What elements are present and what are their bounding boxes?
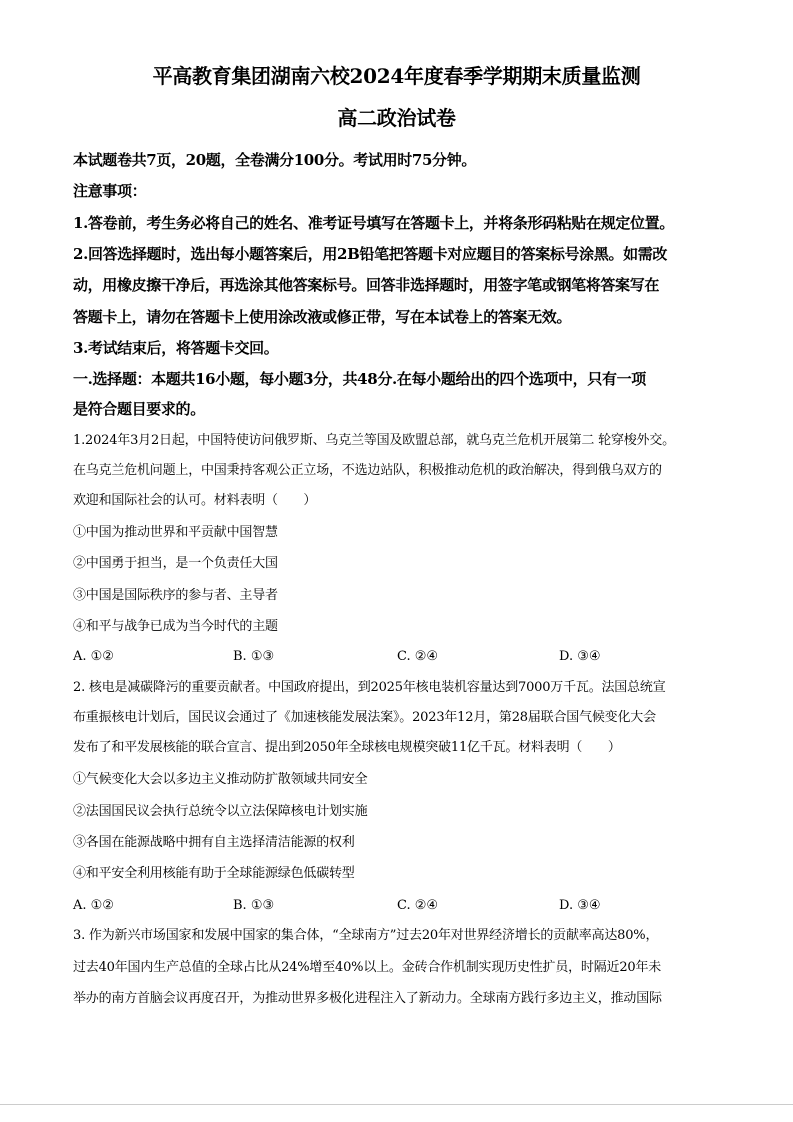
statement: ①气候变化大会以多边主义推动防扩散领域共同安全	[73, 772, 368, 787]
section-heading: 一.选择题：本题共16小题，每小题3分，共48分.在每小题给出的四个选项中，只有一项	[73, 370, 646, 388]
answer-options	[73, 647, 713, 667]
exam-title: 平高教育集团湖南六校2024年度春季学期期末质量监测	[152, 64, 641, 88]
option-a[interactable]: A. ①②	[73, 898, 114, 913]
option-c[interactable]: C. ②④	[397, 898, 439, 913]
question-text: 发布了和平发展核能的联合宣言、提出到2050年全球核电规模突破11亿千瓦。材料表明（ ）	[73, 740, 621, 755]
option-d[interactable]: D. ③④	[559, 649, 601, 664]
statement: ②法国国民议会执行总统令以立法保障核电计划实施	[73, 804, 368, 819]
statement: ③各国在能源战略中拥有自主选择清洁能源的权利	[73, 835, 355, 850]
statement: ③中国是国际秩序的参与者、主导者	[73, 588, 278, 603]
statement: ④和平与战争已成为当今时代的主题	[73, 619, 278, 634]
page-bottom-divider	[0, 1104, 793, 1105]
notice-heading: 注意事项：	[73, 182, 147, 200]
notice-line: 3.考试结束后，将答题卡交回。	[73, 339, 279, 357]
exam-subtitle: 高二政治试卷	[337, 106, 456, 130]
question-text: 欢迎和国际社会的认可。材料表明（ ）	[73, 493, 317, 508]
question-text: 举办的南方首脑会议再度召开，为推动世界多极化进程注入了新动力。全球南方践行多边主义，推动国际	[73, 991, 662, 1006]
option-d[interactable]: D. ③④	[559, 898, 601, 913]
option-a[interactable]: A. ①②	[73, 649, 114, 664]
statement: ④和平安全利用核能有助于全球能源绿色低碳转型	[73, 866, 355, 881]
option-b[interactable]: B. ①③	[233, 898, 275, 913]
option-c[interactable]: C. ②④	[397, 649, 439, 664]
section-heading: 是符合题目要求的。	[73, 400, 205, 418]
statement: ①中国为推动世界和平贡献中国智慧	[73, 525, 278, 540]
option-b[interactable]: B. ①③	[233, 649, 275, 664]
notice-line: 动，用橡皮擦干净后，再选涂其他答案标号。回答非选择题时，用签字笔或钢笔将答案写在	[73, 276, 660, 294]
statement: ②中国勇于担当，是一个负责任大国	[73, 556, 278, 571]
question-text: 2. 核电是减碳降污的重要贡献者。中国政府提出，到2025年核电装机容量达到7000万千瓦。法国总统宣	[73, 680, 666, 695]
notice-line: 1.答卷前，考生务必将自己的姓名、准考证号填写在答题卡上，并将条形码粘贴在规定位置。	[73, 214, 674, 232]
answer-options	[73, 896, 713, 916]
question-text: 1.2024年3月2日起，中国特使访问俄罗斯、乌克兰等国及欧盟总部，就乌克兰危机开展第二 轮穿梭外交。	[73, 433, 675, 448]
question-text: 过去40年国内生产总值的全球占比从24%增至40%以上。金砖合作机制实现历史性扩员，时隔近20年未	[73, 960, 662, 975]
question-text: 3. 作为新兴市场国家和发展中国家的集合体，“全球南方”过去20年对世界经济增长的贡献率高达80%，	[73, 928, 659, 943]
notice-line: 2.回答选择题时，选出每小题答案后，用2B铅笔把答题卡对应题目的答案标号涂黑。如需改	[73, 245, 668, 263]
intro-text: 本试题卷共7页，20题，全卷满分100分。考试用时75分钟。	[73, 151, 476, 169]
question-text: 布重振核电计划后，国民议会通过了《加速核能发展法案》。2023年12月，第28届联合国气候变化大会	[73, 710, 656, 725]
notice-line: 答题卡上，请勿在答题卡上使用涂改液或修正带，写在本试卷上的答案无效。	[73, 308, 572, 326]
question-text: 在乌克兰危机问题上，中国秉持客观公正立场，不选边站队，积极推动危机的政治解决，得到俄乌双方的	[73, 463, 662, 478]
